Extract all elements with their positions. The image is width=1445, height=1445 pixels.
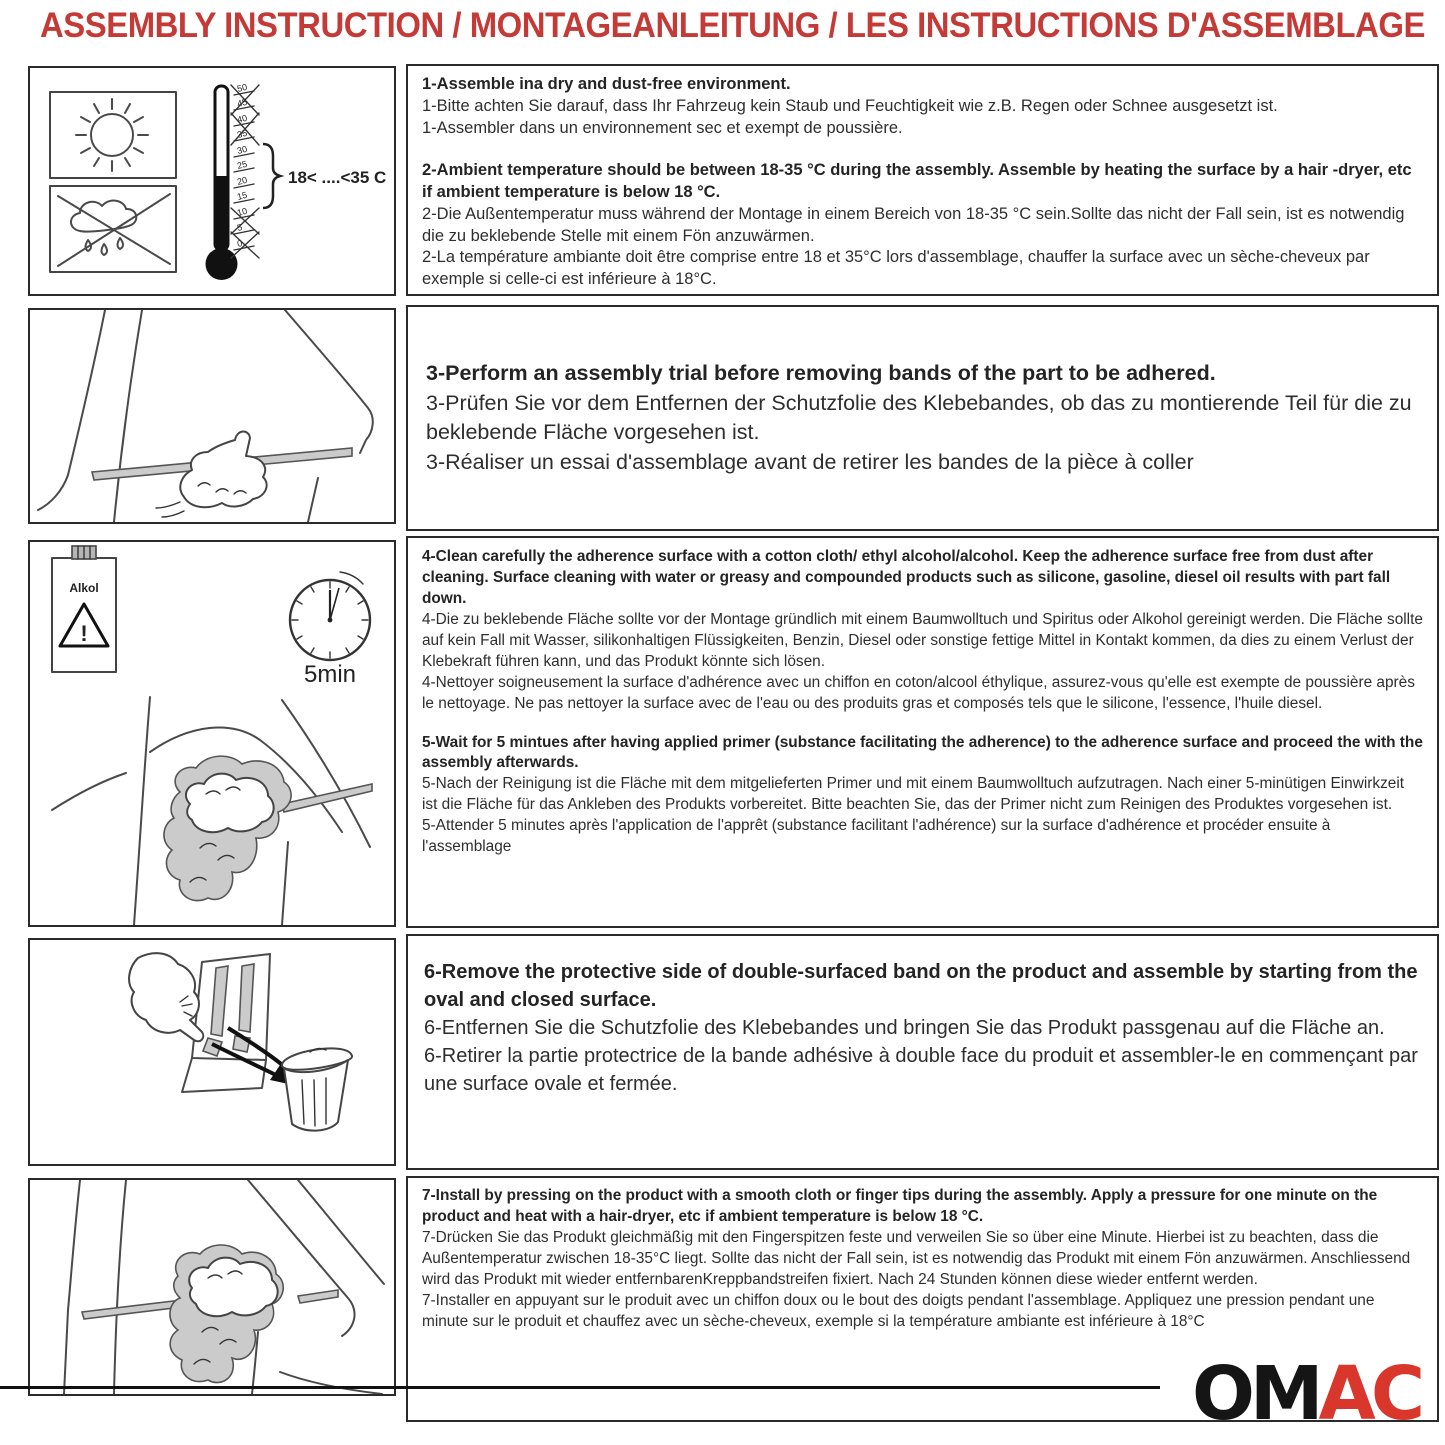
hand-icon (189, 1258, 278, 1317)
step7-fr: 7-Installer en appuyant sur le produit avec un chiffon doux ou le bout des doigts pendant l'assemblage. Appliquez une pression pendant une minute sur le produit et chauffez avec un sèche-cheveux, exemple si la température ambiante est inférieure à 18°C (422, 1291, 1375, 1330)
hand-icon (156, 431, 267, 517)
step6-fr: 6-Retirer la partie protectrice de la bande adhésive à double face du produit et assembler-le en commençant par une surface ovale et fermée. (424, 1045, 1418, 1095)
logo-red-letters: AC (1318, 1351, 1421, 1437)
band-removal-illustration-box (28, 938, 396, 1166)
scale-35: 35 (236, 127, 249, 140)
trim-strip-right (298, 1290, 338, 1303)
climate-illustration (30, 68, 394, 294)
logo-black-letters: OM (1192, 1351, 1319, 1437)
alcohol-bottle-icon (52, 546, 116, 672)
step4-de: 4-Die zu beklebende Fläche sollte vor der Montage gründlich mit einem Baumwolltuch und Spiritus oder Alkohol gereinigt werden. Die Fläche sollte auf kein Fall mit Wasser, silikonhaltigen Flüssigkeiten, Benzin, Diesel oder sonstige fettige Mittel in Kontakt kommen, da dies zu einem Verlust der Klebekraft führen kann, und das Produkt könnte sich lösen. (422, 610, 1423, 670)
scale-10: 10 (236, 205, 249, 218)
scale-15: 15 (236, 189, 249, 202)
clock-duration-label: 5min (303, 661, 357, 688)
step1-2-text-panel (406, 64, 1439, 296)
scale-25: 25 (236, 158, 249, 171)
climate-illustration-box (28, 66, 396, 296)
protective-band-1 (211, 966, 228, 1036)
temperature-range-label: 18< ....<35 C (288, 168, 387, 187)
install-illustration (30, 1180, 394, 1394)
thermometer-scale (231, 82, 259, 258)
clock-icon (290, 572, 370, 660)
step7-en: 7-Install by pressing on the product with a smooth cloth or finger tips during the assembly. Apply a pressure for one minute on the product and heat with a hair-dryer, etc if ambient temperature is below 18 °C. (422, 1187, 1378, 1225)
trash-can-icon (282, 1048, 352, 1130)
hand-icon (186, 774, 274, 833)
trim-strip-left (82, 1300, 182, 1319)
step1-en: 1-Assemble ina dry and dust-free environment. (422, 75, 791, 93)
band-removal-illustration (30, 940, 394, 1164)
step5-fr: 5-Attender 5 minutes après l'application de l'apprêt (substance facilitant l'adhérence) sur la surface d'adhérence et procéder ensuite à l'assemblage (422, 817, 1331, 856)
bottle-label: Alkol (69, 581, 99, 595)
hand-icon (129, 953, 203, 1041)
step1-de: 1-Bitte achten Sie darauf, dass Ihr Fahrzeug kein Staub und Feuchtigkeit wie z.B. Regen oder Schnee ausgesetzt ist. (422, 96, 1278, 115)
range-brace (263, 144, 280, 208)
protective-band-2 (239, 964, 254, 1032)
page-title: ASSEMBLY INSTRUCTION / MONTAGEANLEITUNG / LES INSTRUCTIONS D'ASSEMBLAGE (40, 6, 1425, 45)
step6-de: 6-Entfernen Sie die Schutzfolie des Klebebandes und bringen Sie das Produkt passgenau auf die Fläche an. (424, 1017, 1385, 1039)
step3-en: 3-Perform an assembly trial before removing bands of the part to be adhered. (426, 361, 1216, 385)
cleaning-cloth-and-hand (164, 756, 291, 900)
step3-de: 3-Prüfen Sie vor dem Entfernen der Schutzfolie des Klebebandes, ob das zu montierende Teil für die zu beklebende Fläche vorgesehen ist. (426, 390, 1412, 445)
scale-45: 45 (236, 96, 249, 109)
step6-text-panel (406, 934, 1439, 1170)
scale-20: 20 (236, 174, 249, 187)
scale-40: 40 (236, 112, 249, 125)
trial-illustration-box (28, 308, 396, 524)
step1-fr: 1-Assembler dans un environnement sec et exempt de poussière. (422, 118, 903, 137)
trim-strip (282, 784, 372, 812)
omac-logo (1192, 1348, 1442, 1440)
step4-5-text-panel (406, 536, 1439, 928)
install-illustration-box (28, 1178, 396, 1396)
step4-fr: 4-Nettoyer soigneusement la surface d'adhérence avec un chiffon en coton/alcool éthylique, assurez-vous qu'elle est exempte de poussière après le nettoyage. Ne pas nettoyer la surface avec de l'eau ou des produits gras et composés tels que le silicone, l'essence, l'huile diesel. (422, 673, 1415, 712)
step6-en: 6-Remove the protective side of double-surfaced band on the product and assemble by starting from the oval and closed surface. (424, 961, 1418, 1011)
scale-0: 0 (236, 238, 244, 249)
step2-fr: 2-La température ambiante doit être comprise entre 18 et 35°C lors d'assemblage, chauffer la surface avec un sèche-cheveux par exemple si celle-ci est inférieure à 18°C. (422, 248, 1370, 289)
footer-rule (0, 1386, 1160, 1389)
scale-5: 5 (236, 222, 244, 233)
warning-mark: ! (80, 621, 88, 646)
step2-de: 2-Die Außentemperatur muss während der Montage in einem Bereich von 18-35 °C sein.Sollte das nicht der Fall sein, ist es notwendig die zu beklebende Stelle mit einem Fön anzuwärmen. (422, 204, 1405, 245)
trial-illustration (30, 310, 394, 522)
step4-en: 4-Clean carefully the adherence surface with a cotton cloth/ ethyl alcohol/alcohol. Keep the adherence surface free from dust after cleaning. Surface cleaning with water or greasy and compounded products such as silicone, gasoline, diesel oil results with part fall down. (422, 548, 1391, 607)
step5-en: 5-Wait for 5 mintues after having applied primer (substance facilitating the adherence) to the adherence surface and proceed the with the assembly afterwards. (422, 733, 1423, 772)
step5-de: 5-Nach der Reinigung ist die Fläche mit dem mitgelieferten Primer und mit einem Baumwolltuch aufzutragen. Nach einer 5-minütigen Einwirkzeit ist die Fläche für das Ankleben des Produkts vorbereitet. Bitte beachten Sie, das der Primer nicht zum Reinigen des Produktes vorgesehen ist. (422, 775, 1405, 814)
scale-50: 50 (236, 81, 249, 94)
step2-en: 2-Ambient temperature should be between 18-35 °C during the assembly. Assemble by heating the surface by a hair -dryer, etc if ambient temperature is below 18 °C. (422, 161, 1412, 202)
pressing-cloth-and-hand (170, 1245, 283, 1383)
scale-30: 30 (236, 143, 249, 156)
step3-text-panel (406, 305, 1439, 531)
step7-de: 7-Drücken Sie das Produkt gleichmäßig mit den Fingerspitzen feste und verweilen Sie so über eine Minute. Hierbei ist zu beachten, dass die Außentemperatur zwischen 18-35°C liegt. Sollte das nicht der Fall sein, ist es notwendig das Produkt mit einem Fön anzuwärmen. Anschliessend wird das Produkt mit wieder entfernbarenKreppbandstreifen fixiert. Nach 24 Stunden können diese wieder entfernt werden. (422, 1228, 1411, 1288)
cleaning-illustration (30, 542, 394, 925)
cleaning-illustration-box (28, 540, 396, 927)
step3-fr: 3-Réaliser un essai d'assemblage avant de retirer les bandes de la pièce à coller (426, 449, 1194, 474)
